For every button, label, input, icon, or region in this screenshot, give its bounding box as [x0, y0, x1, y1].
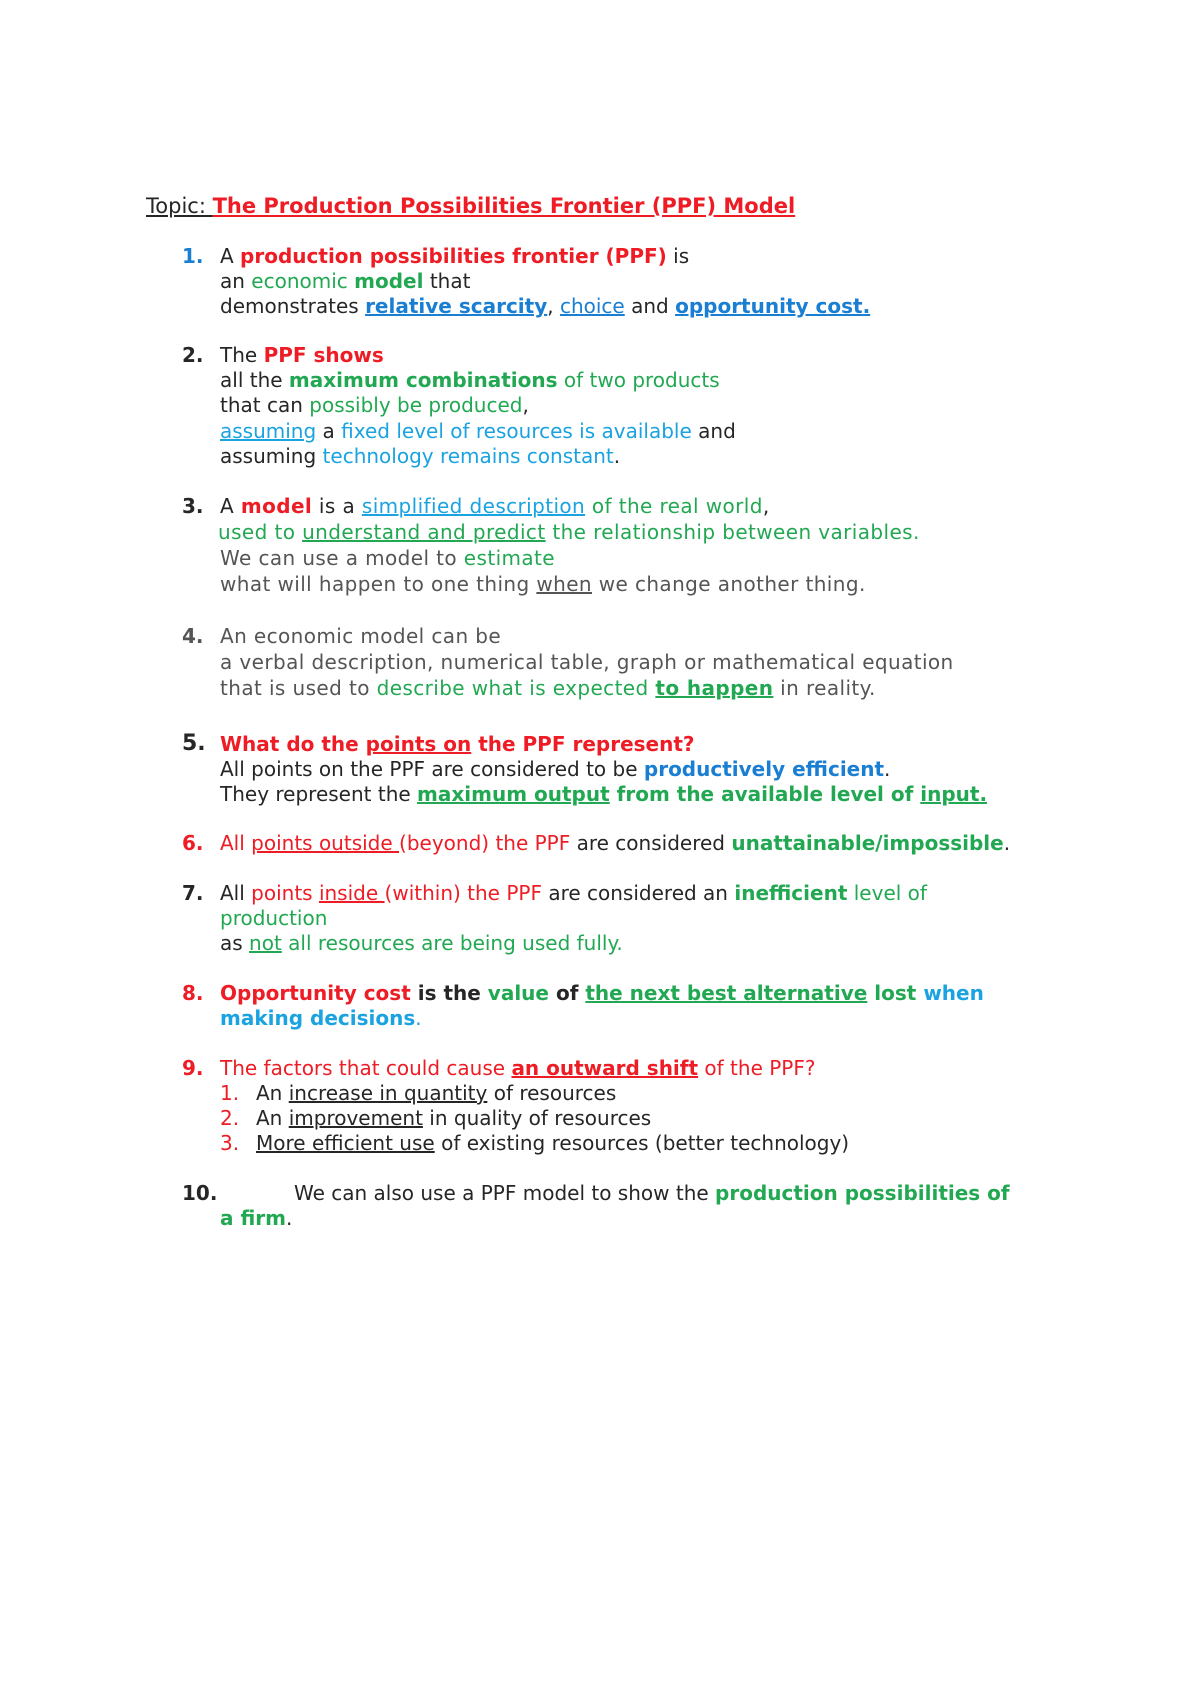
subitem-number: 3. [220, 1131, 240, 1155]
item-3-line-2: used to understand and predict the relationship between variables. [218, 520, 920, 544]
item-5-line-1: What do the points on the PPF represent? [220, 732, 695, 756]
item-number: 7. [182, 881, 204, 905]
topic-title: The Production Possibilities Frontier (PPF) Model [212, 194, 796, 218]
item-4-line-3: that is used to describe what is expected to happen in reality. [220, 676, 876, 700]
subitem-3: More efficient use of existing resources (better technology) [256, 1131, 850, 1155]
item-3-line-4: what will happen to one thing when we change another thing. [220, 572, 866, 596]
item-10-line-2: a firm. [220, 1206, 293, 1230]
item-number: 5. [182, 731, 206, 756]
topic-heading [146, 194, 795, 219]
item-2-line-5: assuming technology remains constant. [220, 444, 621, 468]
item-4-line-1: An economic model can be [220, 624, 502, 648]
item-10-line-1: We can also use a PPF model to show the production possibilities of [294, 1181, 1010, 1205]
subitem-1: An increase in quantity of resources [256, 1081, 617, 1105]
item-5-line-3: They represent the maximum output from the available level of input. [220, 782, 988, 806]
item-8-line-1: Opportunity cost is the value of the next best alternative lost when [220, 981, 984, 1005]
item-7-line-3: as not all resources are being used fully. [220, 931, 623, 955]
item-2-line-3: that can possibly be produced, [220, 393, 529, 417]
item-1-line-3: demonstrates relative scarcity, choice and opportunity cost. [220, 294, 871, 318]
item-2-line-2: all the maximum combinations of two products [220, 368, 720, 392]
item-number: 10. [182, 1181, 218, 1205]
item-5-line-2: All points on the PPF are considered to be productively efficient. [220, 757, 891, 781]
item-number: 4. [182, 624, 204, 648]
item-3-line-3: We can use a model to estimate [220, 546, 556, 570]
item-7-line-1: All points inside (within) the PPF are considered an inefficient level of [220, 881, 927, 905]
item-6-line-1: All points outside (beyond) the PPF are considered unattainable/impossible. [220, 831, 1011, 855]
item-2-line-4: assuming a fixed level of resources is available and [220, 419, 736, 443]
item-number: 8. [182, 981, 204, 1005]
item-number: 6. [182, 831, 204, 855]
item-number: 1. [182, 244, 204, 268]
subitem-number: 2. [220, 1106, 240, 1130]
item-7-line-2: production [220, 906, 328, 930]
item-number: 2. [182, 343, 204, 367]
item-9-line-1: The factors that could cause an outward shift of the PPF? [220, 1056, 816, 1080]
subitem-2: An improvement in quality of resources [256, 1106, 652, 1130]
item-1-line-1: A production possibilities frontier (PPF) is [220, 244, 690, 268]
item-8-line-2: making decisions. [220, 1006, 422, 1030]
item-1-line-2: an economic model that [220, 269, 471, 293]
item-4-line-2: a verbal description, numerical table, graph or mathematical equation [220, 650, 954, 674]
item-2-line-1: The PPF shows [220, 343, 384, 367]
topic-label: Topic: [146, 194, 213, 218]
item-number: 9. [182, 1056, 204, 1080]
item-number: 3. [182, 494, 204, 518]
subitem-number: 1. [220, 1081, 240, 1105]
item-3-line-1: A model is a simplified description of the real world, [220, 494, 770, 518]
